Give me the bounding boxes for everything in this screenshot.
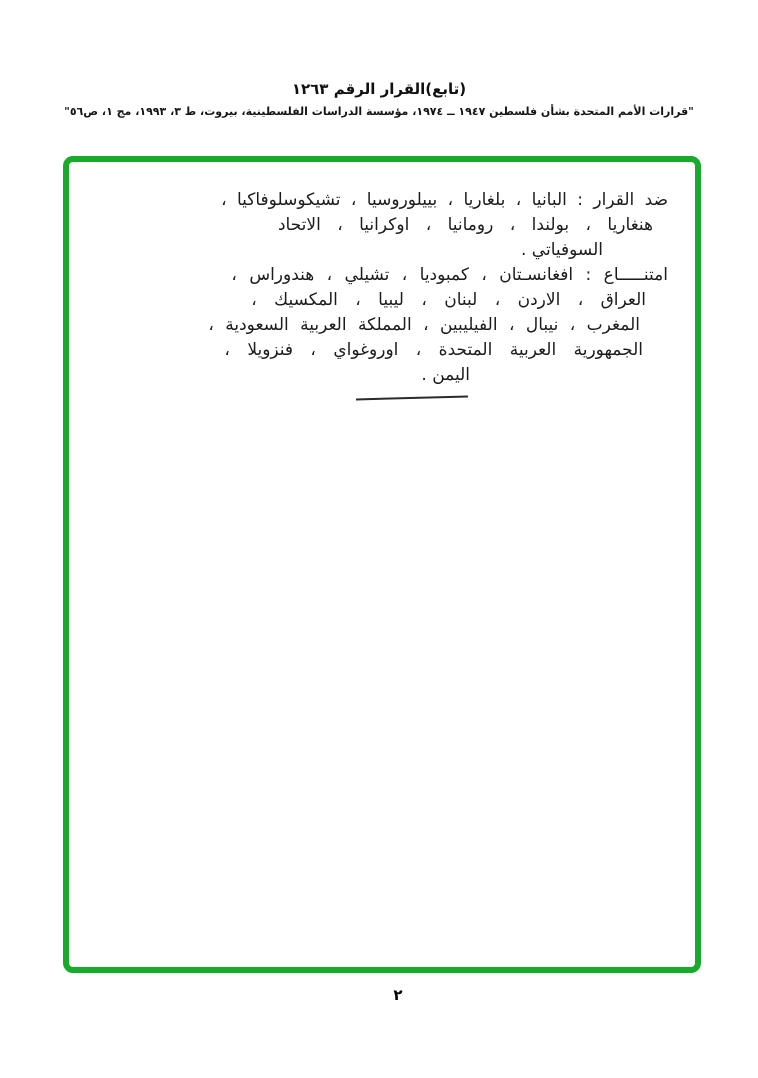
abstain-line-5: اليمن . (421, 365, 470, 385)
against-line-3: السوفياتي . (521, 240, 603, 260)
against-line-1: ضد القرار : البانيا ، بلغاريا ، بييلوروسيا ، تشيكوسلوفاكيا ، (221, 190, 668, 210)
abstain-line-4: الجمهورية العربية المتحدة ، اوروغواي ، فنزويلا ، (224, 340, 643, 360)
document-title: (تابع)القرار الرقم ١٢٦٣ (291, 80, 467, 98)
abstain-line-3: المغرب ، نيبال ، الفيليبين ، المملكة العربية السعودية ، (208, 315, 640, 335)
resolution-vote-text (160, 188, 668, 399)
document-citation: "قرارات الأمم المتحدة بشأن فلسطين ١٩٤٧ ــ ١٩٧٤، مؤسسة الدراسات الفلسطينية، بيروت، ط ٣، ١٩٩٣، مج ١، ص٥٦" (64, 105, 694, 118)
abstain-line-1: امتنـــــاع : افغانسـتان ، كمبوديا ، تشيلي ، هندوراس ، (231, 265, 668, 285)
abstain-line-2: العراق ، الاردن ، لبنان ، ليبيا ، المكسيك ، (251, 290, 646, 310)
against-line-2: هنغاريا ، بولندا ، رومانيا ، اوكرانيا ، الاتحاد (277, 215, 653, 235)
page-number: ٢ (393, 986, 403, 1004)
